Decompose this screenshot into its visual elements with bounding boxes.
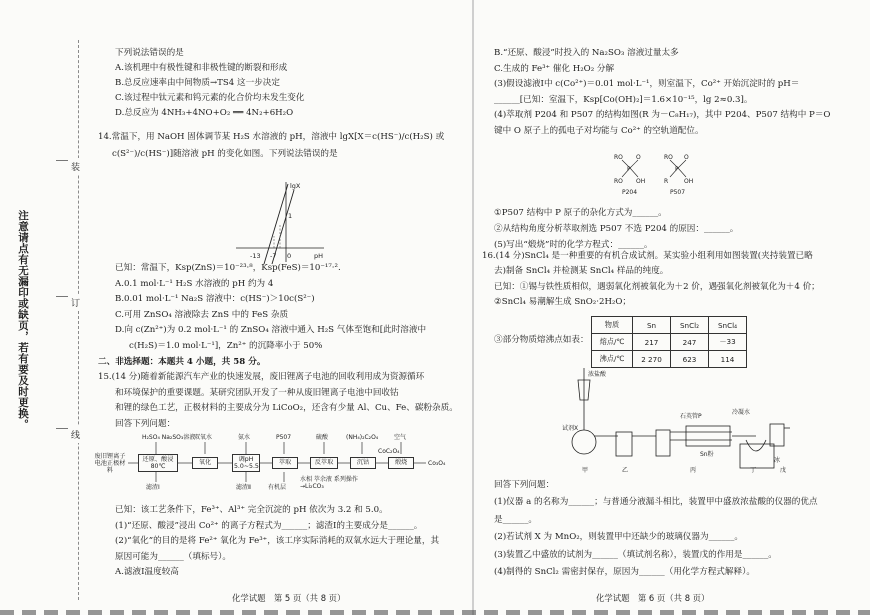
- q15-part3-cont: ______[已知：室温下，Ksp[Co(OH)₂]＝1.6×10⁻¹⁵，lg 2≈0.3]。: [494, 94, 753, 105]
- flow-reagent: 硫酸: [316, 434, 329, 441]
- q15-part4-1: ①P507 结构中 P 原子的杂化方式为______。: [494, 208, 667, 218]
- table-cell: 114: [709, 351, 747, 368]
- svg-text:OH: OH: [684, 178, 694, 185]
- q15-parts: [115, 503, 467, 581]
- svg-text:P: P: [627, 166, 631, 173]
- table-header: 物质: [592, 317, 633, 334]
- apparatus-label: Sn粉: [700, 451, 714, 458]
- flow-product: Co₃O₄: [428, 460, 446, 467]
- binding-word: 线: [71, 426, 80, 443]
- apparatus-label: 试剂X: [562, 425, 579, 432]
- svg-text:RO: RO: [614, 154, 623, 161]
- option-b: B.0.01 mol·L⁻¹ Na₂S 溶液中：c(HS⁻)＞10c(S²⁻): [115, 294, 315, 305]
- apparatus-label: 冷凝水: [732, 409, 751, 416]
- table-cell: 623: [671, 351, 709, 368]
- melting-boiling-table: [591, 316, 747, 368]
- flow-reagent: H₂SO₄ Na₂SO₃溶液: [142, 434, 196, 441]
- q16-questions: [494, 477, 866, 581]
- table-row: [592, 334, 747, 351]
- graph-y-tick: 1: [288, 212, 293, 220]
- q15-part4-2: ②从结构角度分析萃取剂选 P507 不选 P204 的原因：______。: [494, 223, 739, 234]
- scan-edge: [0, 610, 870, 615]
- flow-step: 沉钴: [350, 457, 376, 469]
- q16-apparatus-diagram: [560, 366, 790, 474]
- binding-dashed-line: [78, 40, 79, 600]
- table-cell: 熔点/℃: [592, 334, 633, 351]
- binding-tick: [56, 296, 68, 297]
- svg-text:RO: RO: [664, 154, 673, 161]
- table-header: SnCl₄: [709, 317, 747, 334]
- flow-step: 煅烧: [388, 457, 414, 469]
- flow-step: 氧化: [192, 457, 218, 469]
- p204-p507-structures: [606, 150, 706, 196]
- option-c: C.可用 ZnSO₄ 溶液除去 ZnS 中的 FeS 杂质: [115, 309, 289, 320]
- svg-text:P: P: [675, 166, 679, 173]
- flow-start: 废旧锂离子电池正极材料: [92, 452, 128, 474]
- q16-given-3: [494, 333, 594, 348]
- apparatus-label: 戊: [780, 467, 787, 474]
- q16-part3: (3)装置乙中盛放的试剂为______（填试剂名称），装置戊的作用是______。: [494, 549, 777, 560]
- q16-stem: [482, 249, 866, 311]
- svg-text:O: O: [636, 154, 641, 161]
- molecule-label: P204: [622, 189, 638, 196]
- right-page-top: [494, 46, 866, 140]
- graph-x-label: pH: [314, 252, 324, 260]
- flow-step: 反萃取: [310, 457, 338, 469]
- q16-given: ②SnCl₄ 易潮解生成 SnO₂·2H₂O；: [494, 297, 632, 308]
- apparatus-label: 乙: [622, 467, 629, 474]
- left-page-text-top: [115, 46, 467, 121]
- q14-stem: [98, 129, 468, 163]
- svg-text:R: R: [664, 178, 669, 185]
- table-cell: －33: [709, 334, 747, 351]
- q15-part5: (5)写出“煅烧”时的化学方程式：______。: [494, 239, 653, 250]
- binding-notice: 注意请点有无漏印或缺页，若有要及时更换。: [17, 210, 29, 430]
- q16-part2: (2)若试剂 X 为 MnO₂，则装置甲中还缺少的玻璃仪器为______。: [494, 532, 743, 543]
- q15-line: 回答下列问题：: [115, 418, 176, 429]
- q14-graph: [228, 178, 328, 266]
- flow-residue: 水相 萃余液 系列操作→Li₂CO₃: [300, 476, 358, 490]
- option-c: C.该过程中钛元素和钨元素的化合价均未发生变化: [115, 93, 305, 103]
- apparatus-label: 丙: [690, 467, 697, 474]
- q15-part1: (1)“还原、酸浸”浸出 Co²⁺ 的离子方程式为______；滤渣Ⅰ的主要成分是______。: [115, 520, 423, 531]
- table-row: [592, 351, 747, 368]
- q16-line: 16.(14 分)SnCl₄ 是一种重要的有机合成试剂。某实验小组利用如图装置(夹持装置已略: [482, 251, 813, 261]
- q16-part4: (4)制得的 SnCl₂ 需密封保存，原因为______（用化学方程式解释）。: [494, 567, 755, 578]
- q14-line: c(S²⁻)/c(HS⁻)]随溶液 pH 的变化如图。下列说法错误的是: [112, 149, 338, 159]
- q14-line: 14.常温下，用 NaOH 固体调节某 H₂S 水溶液的 pH，溶液中 lgX[X＝c(HS⁻)/c(H₂S) 或: [98, 132, 445, 142]
- q15-part4: (4)萃取剂 P204 和 P507 的结构如图(R 为－C₈H₁₇)，其中 P204、P507 结构中 P＝O: [494, 110, 831, 121]
- table-cell: 217: [633, 334, 671, 351]
- graph-y-label: lgX: [290, 182, 301, 190]
- binding-word: 订: [71, 294, 80, 311]
- svg-text:RO: RO: [614, 178, 623, 185]
- q15-part4-5: [494, 206, 866, 253]
- option-a: A.滤液Ⅰ温度较高: [115, 567, 179, 577]
- flow-reagent: 氨水: [238, 434, 251, 441]
- q16-part1: (1)仪器 a 的名称为______；与普通分液漏斗相比，装置甲中盛放浓盐酸的仪器的优点: [494, 497, 818, 508]
- option-a: A.该机理中有极性键和非极性键的断裂和形成: [115, 63, 288, 73]
- q15-line: 和环境保护的重要课题。某研究团队开发了一种从废旧锂离子电池中回收钴: [115, 387, 399, 398]
- q15-part4-cont: 键中 O 原子上的孤电子对均能与 Co²⁺ 的空轨道配位。: [494, 125, 704, 136]
- q16-given: ③部分物质熔沸点如表：: [494, 335, 589, 345]
- q16-given: 已知：①锡与铁性质相似，遇弱氧化剂被氧化为＋2 价，遇强氧化剂被氧化为＋4 价；: [494, 281, 820, 292]
- page-footer-left: 化学试题 第 5 页（共 8 页）: [232, 593, 346, 603]
- flow-residue: 滤渣Ⅰ: [146, 484, 160, 491]
- option-d: D.向 c(Zn²⁺)为 0.2 mol·L⁻¹ 的 ZnSO₄ 溶液中通入 H₂S 气体至饱和[此时溶液中: [115, 325, 427, 336]
- q15-part2: (2)“氧化”的目的是将 Fe²⁺ 氧化为 Fe³⁺，该工序实际消耗的双氧水远大于理论量，其: [115, 536, 440, 546]
- question-line: 下列说法错误的是: [115, 48, 184, 58]
- graph-tick: 0: [287, 252, 292, 260]
- table-cell: 2 270: [633, 351, 671, 368]
- option-a: A.0.1 mol·L⁻¹ H₂S 水溶液的 pH 约为 4: [115, 278, 274, 289]
- flow-step: 调pH 5.0~5.5: [234, 456, 259, 470]
- binding-word: 装: [71, 158, 80, 175]
- option-d: D.总反应为 4NH₃+4NO+O₂ ══ 4N₂+6H₂O: [115, 108, 294, 118]
- graph-tick: -7: [270, 252, 277, 260]
- flow-reagent: (NH₄)₂C₂O₄: [346, 434, 379, 441]
- q15-line: 和锂的绿色工艺，正极材料的主要成分为 LiCoO₂，还含有少量 Al、Cu、Fe、碳粉杂质。: [115, 403, 458, 414]
- q15-flowchart: [92, 430, 464, 500]
- table-header-row: [592, 317, 747, 334]
- flow-reagent: P507: [276, 434, 292, 441]
- page-footer-right: 化学试题 第 6 页（共 8 页）: [596, 593, 710, 603]
- q16-part1-cont: 是______。: [494, 514, 537, 525]
- apparatus-label: 甲: [582, 467, 589, 474]
- table-header: SnCl₂: [671, 317, 709, 334]
- q15-part3: (3)假设滤液Ⅰ中 c(Co²⁺)＝0.01 mol·L⁻¹，则室温下，Co²⁺ 开始沉淀时的 pH＝: [494, 79, 800, 90]
- flow-step: 萃取: [272, 457, 298, 469]
- svg-text:OH: OH: [636, 178, 646, 185]
- apparatus-label: 石英管P: [680, 413, 702, 420]
- apparatus-label: 冰: [774, 457, 781, 464]
- q15-part2-cont: 原因可能为______（填标号）。: [115, 551, 232, 562]
- graph-tick: -13: [250, 252, 261, 260]
- binding-tick: [56, 428, 68, 429]
- flow-step: 还原、酸浸 80℃: [138, 454, 178, 472]
- q15-line: 15.(14 分)随着新能源汽车产业的快速发展，废旧锂离子电池的回收利用成为资源循环: [98, 372, 425, 383]
- q14-given: 已知：常温下，Ksp(ZnS)＝10⁻²³·⁸，Ksp(FeS)＝10⁻¹⁷·².: [115, 263, 341, 273]
- option-b: B.总反应速率由中间物质→TS4 这一步决定: [115, 78, 280, 88]
- flow-product: CoC₂O₄: [378, 448, 400, 455]
- apparatus-label: 丁: [750, 467, 757, 474]
- svg-text:O: O: [684, 154, 689, 161]
- table-cell: 247: [671, 334, 709, 351]
- flow-reagent: 双氧水: [194, 434, 213, 441]
- option-d-cont: c(H₂S)＝1.0 mol·L⁻¹]，Zn²⁺ 的沉降率小于 50%: [129, 340, 323, 351]
- q15-given: 已知：该工艺条件下，Fe³⁺、Al³⁺ 完全沉淀的 pH 依次为 3.2 和 5.0。: [115, 505, 388, 515]
- binding-tick: [56, 160, 68, 161]
- q16-line: 去)制备 SnCl₄ 并检测某 SnCl₄ 样品的纯度。: [494, 266, 669, 277]
- section-heading: 二、非选择题：本题共 4 小题，共 58 分。: [98, 356, 266, 367]
- flow-residue: 有机层: [268, 484, 287, 491]
- table-header: Sn: [633, 317, 671, 334]
- molecule-label: P507: [670, 189, 686, 196]
- apparatus-label: 浓盐酸: [588, 371, 607, 378]
- q14-options: [98, 261, 467, 433]
- q16-prompt: 回答下列问题：: [494, 480, 555, 490]
- flow-residue: 滤渣Ⅱ: [236, 484, 251, 491]
- option-c: C.生成的 Fe³⁺ 催化 H₂O₂ 分解: [494, 63, 615, 74]
- page-fold: [472, 0, 474, 615]
- option-b: B.“还原、酸浸”时投入的 Na₂SO₃ 溶液过量太多: [494, 48, 679, 58]
- table-cell: 沸点/℃: [592, 351, 633, 368]
- flow-reagent: 空气: [394, 434, 407, 441]
